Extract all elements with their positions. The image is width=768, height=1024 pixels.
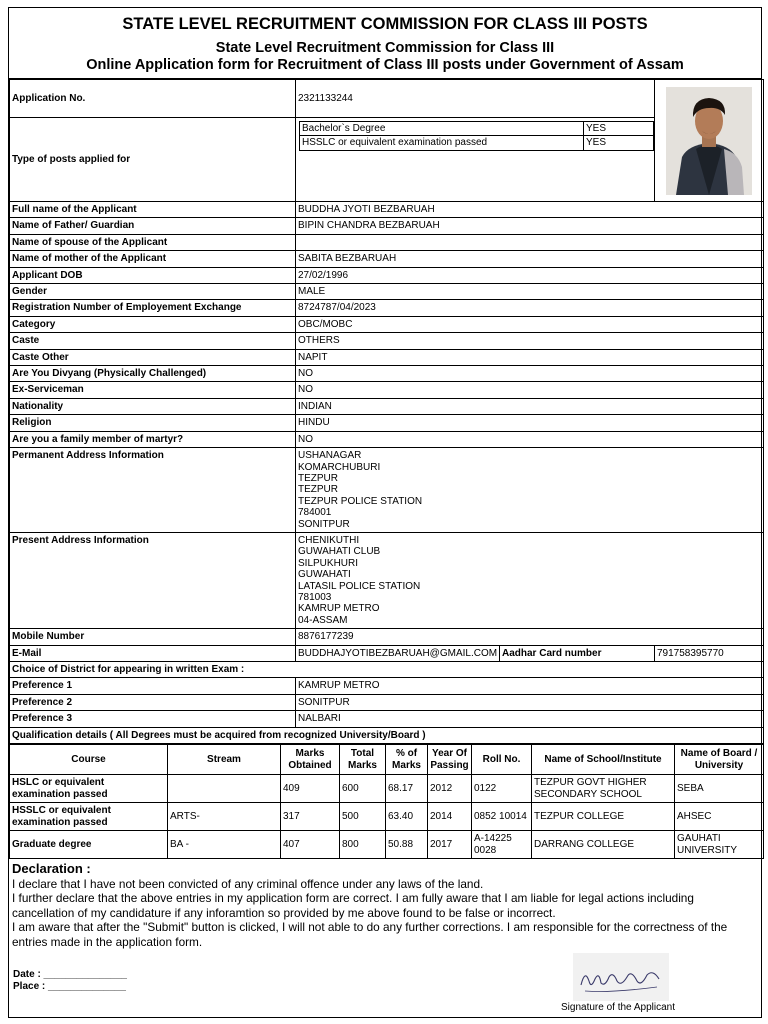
field-label: Full name of the Applicant	[10, 202, 296, 218]
year-cell: 2014	[428, 803, 472, 831]
preference-label: Preference 3	[10, 711, 296, 727]
declaration-para-3: I am aware that after the "Submit" button is clicked, I will not able to do any further corrections. I am responsible for the correctness of the entries made in the application form.	[12, 920, 728, 949]
declaration-section	[9, 859, 761, 1016]
field-label: Caste Other	[10, 349, 296, 365]
table-row	[10, 775, 764, 803]
year-cell: 2017	[428, 831, 472, 859]
field-value: BUDDHA JYOTI BEZBARUAH	[296, 202, 764, 218]
col-school: Name of School/Institute	[532, 745, 675, 775]
school-cell: TEZPUR GOVT HIGHER SECONDARY SCHOOL	[532, 775, 675, 803]
district-heading: Choice of District for appearing in written Exam :	[10, 662, 764, 678]
post-value: YES	[584, 136, 654, 150]
declaration-para-1: I declare that I have not been convicted of any criminal offence under any laws of the land.	[12, 876, 484, 891]
field-value: NO	[296, 366, 764, 382]
address-line: 781003	[298, 591, 332, 603]
field-label: Nationality	[10, 398, 296, 414]
field-value: NAPIT	[296, 349, 764, 365]
field-label: Are you a family member of martyr?	[10, 431, 296, 447]
declaration-para-2: I further declare that the above entries in my application form are correct. I am fully aware that I am liable for legal actions including cancellation of my candidature if any inforamtion so provided by me above found to be false or incorrect.	[12, 891, 694, 920]
form-header	[9, 8, 761, 79]
posts-applied-cell	[296, 118, 655, 202]
mobile-value: 8876177239	[296, 629, 764, 645]
field-label: Name of spouse of the Applicant	[10, 234, 296, 250]
preference-value: KAMRUP METRO	[296, 678, 764, 694]
place-label: Place : ______________	[13, 981, 126, 993]
preference-value: SONITPUR	[296, 694, 764, 710]
posts-applied-label: Type of posts applied for	[10, 118, 296, 202]
application-form	[8, 7, 762, 1018]
course-cell: HSSLC or equivalent examination passed	[10, 803, 168, 831]
col-stream: Stream	[168, 745, 281, 775]
field-value: HINDU	[296, 415, 764, 431]
mobile-label: Mobile Number	[10, 629, 296, 645]
address-line: 04-ASSAM	[298, 614, 348, 626]
application-no-label: Application No.	[10, 80, 296, 118]
col-year: Year Of Passing	[428, 745, 472, 775]
board-cell: AHSEC	[675, 803, 764, 831]
field-value: 27/02/1996	[296, 267, 764, 283]
board-cell: GAUHATI UNIVERSITY	[675, 831, 764, 859]
date-place-block	[13, 969, 127, 993]
field-label: Registration Number of Employement Exchange	[10, 300, 296, 316]
header-title: STATE LEVEL RECRUITMENT COMMISSION FOR CLASS III POSTS	[122, 15, 648, 33]
preference-label: Preference 2	[10, 694, 296, 710]
roll-cell: A-14225 0028	[472, 831, 532, 859]
photo-cell	[655, 80, 764, 202]
address-line: KOMARCHUBURI	[298, 461, 381, 473]
address-line: TEZPUR	[298, 472, 338, 484]
field-value: MALE	[296, 284, 764, 300]
field-value: SABITA BEZBARUAH	[296, 251, 764, 267]
email-label: E-Mail	[10, 645, 296, 661]
field-value: INDIAN	[296, 398, 764, 414]
address-line: TEZPUR	[298, 484, 338, 496]
address-line: 784001	[298, 507, 332, 519]
field-label: Are You Divyang (Physically Challenged)	[10, 366, 296, 382]
course-cell: Graduate degree	[10, 831, 168, 859]
aadhar-value: 791758395770	[655, 645, 764, 661]
school-cell: DARRANG COLLEGE	[532, 831, 675, 859]
marks-cell: 407	[281, 831, 340, 859]
field-value: NO	[296, 431, 764, 447]
application-no-value: 2321133244	[296, 80, 655, 118]
field-value: NO	[296, 382, 764, 398]
address-line: TEZPUR POLICE STATION	[298, 495, 423, 507]
marks-cell: 409	[281, 775, 340, 803]
percent-cell: 63.40	[386, 803, 428, 831]
col-total-marks: Total Marks	[340, 745, 386, 775]
preference-label: Preference 1	[10, 678, 296, 694]
stream-cell	[168, 775, 281, 803]
address-line: CHENIKUTHI	[298, 534, 360, 546]
table-row	[10, 803, 764, 831]
signature-label: Signature of the Applicant	[561, 1002, 675, 1014]
field-label: Applicant DOB	[10, 267, 296, 283]
post-name: Bachelor`s Degree	[300, 122, 584, 136]
date-label: Date : _______________	[13, 969, 127, 981]
stream-cell: ARTS-	[168, 803, 281, 831]
year-cell: 2012	[428, 775, 472, 803]
board-cell: SEBA	[675, 775, 764, 803]
stream-cell: BA -	[168, 831, 281, 859]
field-label: Ex-Serviceman	[10, 382, 296, 398]
total-cell: 800	[340, 831, 386, 859]
col-roll: Roll No.	[472, 745, 532, 775]
applicant-photo	[666, 87, 752, 195]
total-cell: 600	[340, 775, 386, 803]
field-value: OBC/MOBC	[296, 316, 764, 332]
present-address-label: Present Address Information	[10, 532, 296, 628]
field-label: Category	[10, 316, 296, 332]
email-value: BUDDHAJYOTIBEZBARUAH@GMAIL.COM	[296, 645, 500, 661]
field-value	[296, 234, 764, 250]
present-address-value	[296, 532, 764, 628]
address-line: SILPUKHURI	[298, 557, 359, 569]
address-line: GUWAHATI	[298, 569, 351, 581]
field-value: OTHERS	[296, 333, 764, 349]
preference-value: NALBARI	[296, 711, 764, 727]
address-line: GUWAHATI CLUB	[298, 546, 381, 558]
percent-cell: 50.88	[386, 831, 428, 859]
field-label: Caste	[10, 333, 296, 349]
field-value: 8724787/04/2023	[296, 300, 764, 316]
field-label: Name of Father/ Guardian	[10, 218, 296, 234]
roll-cell: 0122	[472, 775, 532, 803]
qualification-heading: Qualification details ( All Degrees must be acquired from recognized University/Board )	[10, 727, 764, 743]
field-label: Gender	[10, 284, 296, 300]
address-line: LATASIL POLICE STATION	[298, 580, 421, 592]
qualification-table	[9, 744, 764, 859]
applicant-details-table	[9, 79, 764, 744]
post-name: HSSLC or equivalent examination passed	[300, 136, 584, 150]
permanent-address-label: Permanent Address Information	[10, 448, 296, 533]
posts-table	[299, 121, 654, 151]
school-cell: TEZPUR COLLEGE	[532, 803, 675, 831]
field-label: Religion	[10, 415, 296, 431]
permanent-address-value	[296, 448, 764, 533]
declaration-heading: Declaration :	[12, 861, 91, 877]
header-subtitle-2: Online Application form for Recruitment of Class III posts under Government of Assam	[86, 57, 684, 73]
col-course: Course	[10, 745, 168, 775]
roll-cell: 0852 10014	[472, 803, 532, 831]
marks-cell: 317	[281, 803, 340, 831]
course-cell: HSLC or equivalent examination passed	[10, 775, 168, 803]
aadhar-label: Aadhar Card number	[500, 645, 655, 661]
signature-image	[571, 951, 671, 1003]
field-value: BIPIN CHANDRA BEZBARUAH	[296, 218, 764, 234]
percent-cell: 68.17	[386, 775, 428, 803]
post-value: YES	[584, 122, 654, 136]
table-row	[10, 831, 764, 859]
total-cell: 500	[340, 803, 386, 831]
field-label: Name of mother of the Applicant	[10, 251, 296, 267]
col-percent: % of Marks	[386, 745, 428, 775]
header-subtitle-1: State Level Recruitment Commission for Class III	[215, 40, 555, 56]
address-line: SONITPUR	[298, 518, 350, 530]
col-board: Name of Board / University	[675, 745, 764, 775]
col-marks-obtained: Marks Obtained	[281, 745, 340, 775]
address-line: KAMRUP METRO	[298, 603, 380, 615]
address-line: USHANAGAR	[298, 450, 362, 462]
